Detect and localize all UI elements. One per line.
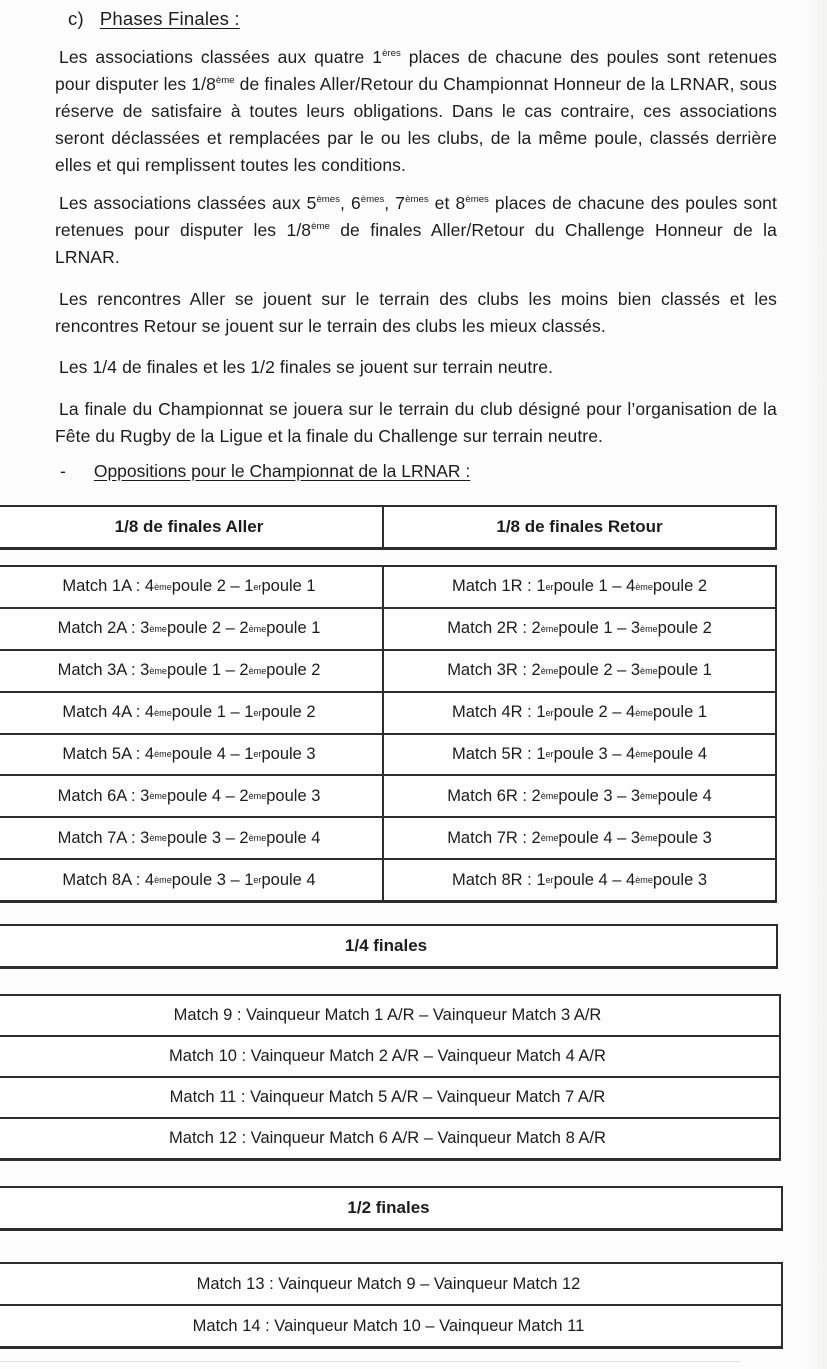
section-letter: c): [68, 8, 84, 29]
table-quarts-body: [0, 994, 781, 1161]
match-aller-cell: Match 5A : 4 ème poule 4 – 1 er poule 3: [0, 735, 384, 775]
match-aller-cell: Match 7A : 3 ème poule 3 – 2 ème poule 4: [0, 818, 384, 858]
header-aller: 1/8 de finales Aller: [0, 507, 384, 547]
table-row: [0, 816, 775, 858]
table-quarts-header: [0, 924, 778, 969]
table-row: Match 14 : Vainqueur Match 10 – Vainqueur Match 11: [0, 1304, 781, 1346]
table-row: Match 13 : Vainqueur Match 9 – Vainqueur Match 12: [196, 1274, 581, 1293]
table-row: Match 11 : Vainqueur Match 5 A/R – Vainqueur Match 7 A/R: [0, 1076, 779, 1117]
table-demis-body: [0, 1262, 783, 1349]
table-row: [0, 649, 775, 691]
paragraph-finale: La finale du Championnat se jouera sur le terrain du club désigné pour l’organisation de la Fête du Rugby de la Ligue et la finale du Challenge sur terrain neutre.: [55, 399, 777, 446]
table-row: [0, 607, 775, 649]
match-retour-cell: Match 5R : 1 er poule 3 – 4 ème poule 4: [451, 744, 708, 763]
paragraph-championnat-qualification: Les associations classées aux quatre 1ères places de chacune des poules sont retenues pour disputer les 1/8ème de finales Aller/Retour du Championnat Honneur de la LRNAR, sous réserve de satisfaire à toutes leurs obligations. Dans le cas contraire, ces associations seront déclassées et remplacées par le ou les clubs, de la même poule, classés derrière elles et qui remplissent toutes les conditions.: [55, 47, 778, 175]
table-row: Match 12 : Vainqueur Match 6 A/R – Vainqueur Match 8 A/R: [0, 1117, 779, 1158]
match-retour-cell: Match 8R : 1 er poule 4 – 4 ème poule 3: [451, 870, 708, 889]
table-row: [0, 733, 775, 775]
match-retour-cell: Match 1R : 1 er poule 1 – 4 ème poule 2: [451, 577, 708, 596]
table-row: Match 10 : Vainqueur Match 2 A/R – Vainqueur Match 4 A/R: [0, 1035, 779, 1076]
match-retour-cell: Match 3R : 2 ème poule 2 – 3 ème poule 1: [447, 661, 712, 680]
match-aller-cell: Match 2A : 3 ème poule 2 – 2 ème poule 1: [0, 609, 384, 649]
header-retour: 1/8 de finales Retour: [496, 517, 663, 536]
table-row: [0, 774, 775, 816]
section-title: Phases Finales :: [99, 8, 240, 29]
section-heading: [68, 8, 240, 30]
bullet-title: Oppositions pour le Championnat de la LRNAR :: [93, 461, 471, 481]
match-retour-cell: Match 6R : 2 ème poule 3 – 3 ème poule 4: [447, 786, 712, 805]
match-aller-cell: Match 6A : 3 ème poule 4 – 2 ème poule 3: [0, 776, 384, 816]
match-aller-cell: Match 4A : 4 ème poule 1 – 1 er poule 2: [0, 693, 384, 733]
table-row: Match 9 : Vainqueur Match 1 A/R – Vainqueur Match 3 A/R: [173, 1006, 602, 1024]
table-row: [0, 691, 775, 733]
table-huitiemes-header: [0, 505, 777, 550]
match-retour-cell: Match 7R : 2 ème poule 4 – 3 ème poule 3: [447, 828, 712, 847]
match-aller-cell: Match 8A : 4 ème poule 3 – 1 er poule 4: [0, 860, 384, 900]
paragraph-terrain-aller-retour: Les rencontres Aller se jouent sur le terrain des clubs les moins bien classés et les rencontres Retour se jouent sur le terrain des clubs les mieux classés.: [55, 289, 777, 336]
table-row: [0, 858, 775, 900]
match-aller-cell: Match 1A : 4 ème poule 2 – 1 er poule 1: [0, 567, 384, 607]
match-retour-cell: Match 2R : 2 ème poule 1 – 3 ème poule 2: [447, 619, 712, 638]
paragraph-terrain-neutre: Les 1/4 de finales et les 1/2 finales se jouent sur terrain neutre.: [59, 357, 554, 377]
table-demis-header: [0, 1186, 783, 1231]
table-huitiemes-body: [0, 565, 777, 903]
scan-artifact-line: [0, 1361, 740, 1362]
paragraph-challenge-qualification: Les associations classées aux 5èmes, 6èmes, 7èmes et 8èmes places de chacune des poules sont retenues pour disputer les 1/8ème de finales Aller/Retour du Challenge Honneur de la LRNAR.: [55, 193, 777, 267]
match-retour-cell: Match 4R : 1 er poule 2 – 4 ème poule 1: [451, 703, 708, 722]
bullet-oppositions: [60, 461, 470, 482]
match-aller-cell: Match 3A : 3 ème poule 1 – 2 ème poule 2: [0, 651, 384, 691]
bullet-dash: -: [60, 461, 66, 481]
quarts-title: 1/4 finales: [344, 936, 428, 955]
table-row: [0, 567, 775, 607]
demis-title: 1/2 finales: [347, 1198, 430, 1217]
